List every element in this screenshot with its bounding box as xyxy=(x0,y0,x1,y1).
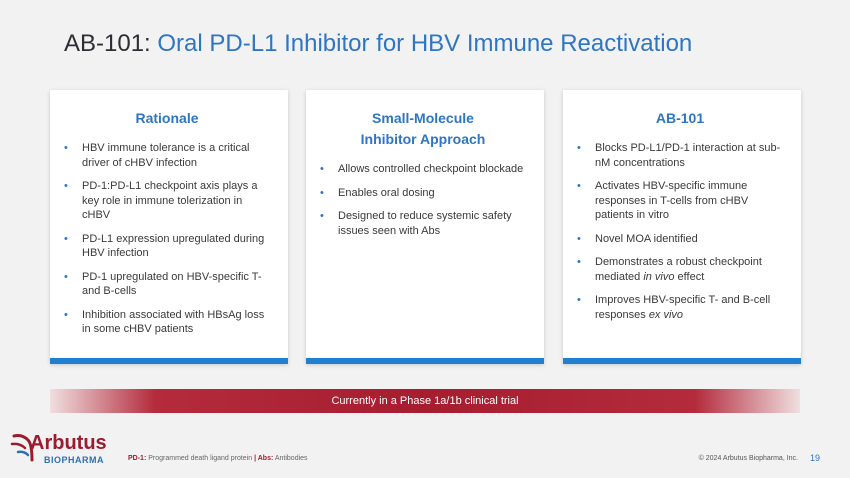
bullet-item: • Activates HBV-specific immune responses in T-cells from cHBV patients in vitro xyxy=(575,179,785,223)
bullet-item: • Improves HBV-specific T- and B-cell responses ex vivo xyxy=(575,293,785,322)
bullet-item: • Designed to reduce systemic safety issues seen with Abs xyxy=(318,209,528,238)
ab101-card xyxy=(563,90,801,364)
bullet-list xyxy=(318,162,528,238)
title-highlight: Oral PD-L1 Inhibitor for HBV Immune Reactivation xyxy=(157,30,693,57)
bullet-item: • PD-1:PD-L1 checkpoint axis plays a key role in immune tolerization in cHBV xyxy=(62,179,272,223)
card-title-line: AB-101 xyxy=(655,110,705,126)
italic-phrase: ex vivo xyxy=(648,308,684,321)
bullet-item: • PD-L1 expression upregulated during HBV infection xyxy=(62,232,272,261)
copyright-text: © 2024 Arbutus Biopharma, Inc. xyxy=(698,455,798,462)
rationale-card xyxy=(50,90,288,364)
card-title-line: Small-Molecule xyxy=(372,110,474,126)
title-prefix: AB-101: xyxy=(64,30,158,57)
card-title xyxy=(575,108,785,129)
bullet-item: • Blocks PD-L1/PD-1 interaction at sub-nM concentrations xyxy=(575,141,785,170)
card-title xyxy=(318,108,528,150)
logo-subtitle: BIOPHARMA xyxy=(44,455,104,465)
footnote-text: Programmed death ligand protein xyxy=(146,455,255,462)
card-title-line: Inhibitor Approach xyxy=(360,131,486,147)
abbreviation-footnote xyxy=(128,455,308,462)
company-logo xyxy=(10,430,120,468)
page-number: 19 xyxy=(809,453,820,463)
footnote-text: Antibodies xyxy=(273,455,308,462)
bullet-item: • Novel MOA identified xyxy=(575,232,785,247)
bullet-item: • Inhibition associated with HBsAg loss in some cHBV patients xyxy=(62,308,272,337)
footnote-key: Abs: xyxy=(256,455,274,462)
card-title xyxy=(62,108,272,129)
bullet-item: • Enables oral dosing xyxy=(318,186,528,201)
bullet-item: • PD-1 upregulated on HBV-specific T- and B-cells xyxy=(62,270,272,299)
bullet-item: • Demonstrates a robust checkpoint mediated in vivo effect xyxy=(575,255,785,284)
bullet-list xyxy=(575,141,785,322)
italic-phrase: in vivo xyxy=(643,270,675,283)
logo-wordmark: Arbutus xyxy=(30,432,107,454)
footnote-key: PD-1: xyxy=(128,455,147,462)
bullet-item: • HBV immune tolerance is a critical driver of cHBV infection xyxy=(62,141,272,170)
footnote-separator: | xyxy=(254,455,257,462)
status-banner: Currently in a Phase 1a/1b clinical trial xyxy=(50,389,800,413)
bullet-list xyxy=(62,141,272,337)
bullet-item: • Allows controlled checkpoint blockade xyxy=(318,162,528,177)
approach-card xyxy=(306,90,544,364)
card-title-line: Rationale xyxy=(135,110,199,126)
slide-title xyxy=(64,26,692,62)
